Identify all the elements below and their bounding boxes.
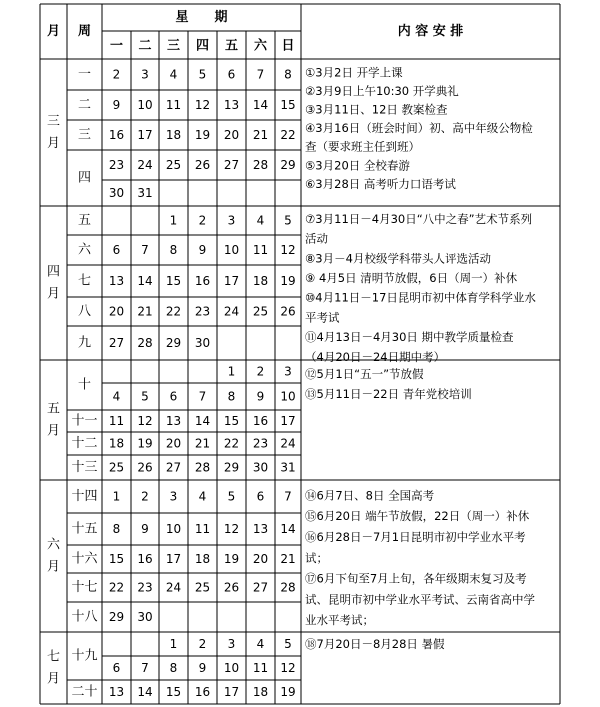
event-line: ⑯6月28日－7月1日昆明市初中学业水平考 (305, 530, 526, 544)
day-cell: 31 (137, 186, 153, 200)
day-cell: 22 (108, 580, 125, 595)
day-cell: 6 (169, 389, 178, 404)
event-line: ⑫5月1日“五一”节放假 (305, 367, 424, 381)
header-content: 内 容 安 排 (397, 24, 464, 39)
week-label: 十七 (71, 580, 98, 595)
day-cell: 27 (252, 580, 269, 595)
header-day-7: 日 (281, 38, 295, 54)
day-cell: 11 (252, 243, 269, 257)
day-cell: 5 (284, 637, 292, 651)
day-cell: 7 (141, 243, 149, 257)
day-cell: 14 (252, 98, 269, 112)
day-cell: 1 (169, 637, 178, 651)
day-cell: 19 (280, 274, 296, 288)
day-cell: 13 (223, 98, 240, 112)
day-cell: 27 (108, 336, 125, 350)
week-label: 十九 (71, 648, 98, 664)
day-cell: 9 (198, 661, 207, 675)
day-cell: 10 (137, 98, 153, 112)
day-cell: 19 (137, 436, 153, 451)
day-cell: 23 (252, 436, 269, 451)
day-cell: 27 (165, 460, 182, 475)
day-cell: 8 (112, 522, 121, 536)
day-cell: 10 (280, 389, 296, 404)
day-cell: 26 (194, 158, 211, 172)
day-cell: 3 (227, 637, 236, 651)
day-cell: 3 (169, 489, 178, 504)
day-cell: 30 (252, 460, 269, 475)
day-cell: 17 (223, 274, 240, 288)
day-cell: 14 (137, 274, 153, 288)
day-cell: 8 (169, 661, 178, 675)
day-cell: 20 (252, 552, 269, 566)
day-cell: 16 (252, 414, 269, 428)
day-cell: 10 (223, 243, 240, 257)
header-day-3: 三 (166, 38, 181, 54)
day-cell: 20 (108, 304, 125, 319)
day-cell: 15 (165, 274, 182, 288)
day-cell: 9 (198, 243, 207, 257)
event-line: ⑨ 4月5日 清明节放假，6日（周一）补休 (305, 270, 518, 285)
day-cell: 15 (108, 552, 125, 566)
header-day-4: 四 (195, 38, 210, 54)
event-line: ⑤3月20日 全校春游 (305, 158, 410, 173)
week-label: 十八 (71, 609, 98, 625)
day-cell: 28 (137, 336, 153, 350)
event-line: ⑬5月11日－22日 青年党校培训 (305, 387, 472, 401)
event-line: ⑩4月11日－17日昆明市初中体育学科学业水 (305, 290, 536, 305)
day-cell: 18 (252, 274, 269, 288)
day-cell: 25 (108, 460, 125, 475)
day-cell: 18 (194, 552, 211, 566)
day-cell: 12 (194, 98, 211, 112)
day-cell: 2 (141, 489, 149, 504)
week-label: 一 (77, 67, 92, 82)
day-cell: 9 (112, 98, 121, 112)
month-name: 四 (46, 264, 61, 280)
header-day-1: 一 (109, 38, 124, 54)
week-label: 十三 (71, 460, 98, 475)
day-cell: 17 (280, 414, 296, 428)
day-cell: 2 (198, 213, 207, 228)
event-line: ①3月2日 开学上课 (305, 65, 403, 80)
day-cell: 24 (280, 436, 296, 451)
day-cell: 23 (108, 158, 125, 172)
day-cell: 20 (165, 436, 182, 451)
day-cell: 22 (223, 436, 240, 451)
day-cell: 3 (141, 67, 149, 82)
month-name: 月 (46, 423, 61, 439)
day-cell: 6 (227, 67, 236, 82)
day-cell: 11 (252, 661, 269, 675)
day-cell: 17 (223, 685, 240, 699)
week-label: 四 (77, 170, 92, 186)
day-cell: 14 (194, 414, 211, 428)
week-label: 十二 (71, 436, 98, 451)
day-cell: 19 (280, 685, 296, 699)
week-label: 六 (77, 242, 92, 258)
month-name: 月 (46, 559, 61, 575)
day-cell: 4 (256, 213, 265, 228)
event-line: ④3月16日（班会时间）初、高中年级公物检 (305, 121, 533, 136)
day-cell: 25 (252, 304, 269, 319)
day-cell: 19 (194, 128, 211, 142)
day-cell: 22 (165, 304, 182, 319)
day-cell: 10 (223, 661, 240, 675)
day-cell: 9 (141, 522, 149, 536)
day-cell: 29 (280, 158, 296, 172)
day-cell: 24 (165, 580, 182, 595)
header-day-2: 二 (138, 38, 152, 54)
day-cell: 8 (284, 67, 292, 82)
day-cell: 27 (223, 158, 240, 172)
day-cell: 12 (223, 522, 240, 536)
month-name: 月 (46, 671, 61, 687)
week-label: 二 (77, 97, 92, 113)
day-cell: 12 (137, 414, 153, 428)
day-cell: 29 (165, 336, 182, 350)
day-cell: 16 (194, 685, 211, 699)
week-label: 五 (77, 213, 92, 228)
day-cell: 16 (108, 128, 125, 142)
day-cell: 17 (165, 552, 182, 566)
event-line: 试、昆明市初中学业水平考试、云南省高中学 (305, 592, 535, 607)
day-cell: 11 (108, 414, 125, 428)
day-cell: 1 (112, 489, 121, 504)
week-label: 十四 (71, 489, 98, 504)
day-cell: 22 (280, 128, 296, 142)
day-cell: 16 (137, 552, 153, 566)
event-line: ⑭6月7日、8日 全国高考 (305, 488, 435, 503)
day-cell: 25 (165, 158, 182, 172)
week-label: 三 (77, 127, 92, 143)
day-cell: 2 (198, 637, 207, 651)
week-label: 十六 (71, 551, 98, 567)
event-line: ⑦3月11日－4月30日“八中之春”艺术节系列 (305, 211, 533, 226)
day-cell: 12 (280, 661, 296, 675)
event-line: ⑱7月20日－8月28日 暑假 (305, 637, 445, 651)
day-cell: 13 (252, 522, 269, 536)
week-label: 十 (77, 377, 92, 393)
day-cell: 18 (165, 128, 182, 142)
week-label: 十五 (71, 521, 98, 537)
day-cell: 2 (256, 364, 265, 379)
day-cell: 8 (169, 243, 178, 257)
day-cell: 28 (194, 460, 211, 475)
day-cell: 6 (112, 243, 121, 257)
day-cell: 1 (227, 364, 236, 379)
day-cell: 15 (165, 685, 182, 699)
day-cell: 13 (165, 414, 182, 428)
day-cell: 23 (194, 304, 211, 319)
month-name: 五 (46, 401, 61, 417)
day-cell: 7 (141, 661, 149, 675)
day-cell: 13 (108, 274, 125, 288)
month-name: 月 (46, 286, 61, 302)
day-cell: 5 (284, 213, 292, 228)
day-cell: 7 (198, 389, 207, 404)
day-cell: 21 (252, 128, 269, 142)
day-cell: 6 (112, 661, 121, 675)
header-month: 月 (46, 24, 61, 39)
day-cell: 25 (194, 580, 211, 595)
day-cell: 18 (108, 436, 125, 451)
day-cell: 7 (284, 489, 292, 504)
header-day-6: 六 (253, 38, 268, 54)
day-cell: 24 (223, 304, 240, 319)
day-cell: 2 (112, 67, 121, 82)
day-cell: 14 (280, 522, 296, 536)
day-cell: 26 (137, 460, 153, 475)
day-cell: 5 (141, 389, 149, 404)
day-cell: 21 (194, 436, 211, 451)
event-line: ⑧3月－4月校级学科带头人评选活动 (305, 251, 491, 266)
day-cell: 4 (256, 637, 265, 651)
day-cell: 24 (137, 158, 153, 172)
event-line: 业水平考试； (305, 613, 374, 628)
day-cell: 19 (223, 552, 240, 566)
event-line: 平考试 (305, 310, 340, 325)
day-cell: 14 (137, 685, 153, 699)
day-cell: 4 (198, 489, 207, 504)
day-cell: 15 (223, 414, 240, 428)
event-line: ⑮6月20日 端午节放假，22日（周一）补休 (305, 509, 530, 524)
day-cell: 9 (256, 389, 265, 404)
day-cell: 6 (256, 489, 265, 504)
week-label: 十一 (71, 413, 98, 429)
week-label: 九 (77, 335, 92, 351)
day-cell: 23 (137, 580, 153, 595)
header-week: 周 (77, 24, 92, 39)
day-cell: 15 (280, 98, 296, 112)
event-line: （4月20日－24日期中考） (305, 349, 446, 364)
day-cell: 4 (169, 67, 178, 82)
header-weekday-group: 星 期 (175, 10, 228, 25)
day-cell: 8 (227, 389, 236, 404)
event-line: ⑪4月13日－4月30日 期中教学质量检查 (305, 330, 514, 345)
day-cell: 29 (108, 610, 125, 624)
event-line: ②3月9日上午10:30 开学典礼 (305, 83, 459, 98)
event-line: 活动 (305, 231, 328, 246)
day-cell: 5 (198, 67, 207, 82)
header-day-5: 五 (224, 38, 239, 54)
day-cell: 5 (227, 489, 236, 504)
day-cell: 16 (194, 274, 211, 288)
day-cell: 11 (165, 98, 182, 112)
month-name: 七 (46, 649, 61, 665)
day-cell: 26 (280, 304, 296, 319)
day-cell: 28 (252, 158, 269, 172)
day-cell: 3 (284, 364, 292, 379)
day-cell: 18 (252, 685, 269, 699)
day-cell: 28 (280, 580, 296, 595)
day-cell: 17 (137, 128, 153, 142)
week-label: 二十 (71, 684, 98, 700)
month-name: 月 (46, 136, 61, 151)
day-cell: 20 (223, 128, 240, 142)
day-cell: 30 (194, 336, 211, 350)
day-cell: 31 (280, 460, 296, 475)
day-cell: 30 (108, 186, 125, 200)
event-line: ⑥3月28日 高考听力口语考试 (305, 176, 456, 191)
month-name: 六 (46, 537, 61, 553)
event-line: ⑰6月下旬至7月上旬，各年级期末复习及考 (305, 571, 527, 586)
day-cell: 13 (108, 685, 125, 699)
week-label: 八 (77, 304, 92, 319)
day-cell: 21 (137, 304, 153, 319)
week-label: 七 (77, 273, 92, 289)
day-cell: 7 (256, 67, 265, 82)
event-line: 查（要求班主任到班） (305, 139, 420, 154)
event-line: 试； (305, 550, 328, 565)
day-cell: 1 (169, 213, 178, 228)
day-cell: 12 (280, 243, 296, 257)
day-cell: 29 (223, 460, 240, 475)
day-cell: 11 (194, 522, 211, 536)
day-cell: 26 (223, 580, 240, 595)
day-cell: 10 (165, 522, 182, 536)
day-cell: 21 (280, 552, 296, 566)
day-cell: 30 (137, 610, 153, 624)
day-cell: 4 (112, 389, 121, 404)
event-line: ③3月11日、12日 教案检查 (305, 102, 448, 117)
day-cell: 3 (227, 213, 236, 228)
month-name: 三 (46, 114, 61, 129)
